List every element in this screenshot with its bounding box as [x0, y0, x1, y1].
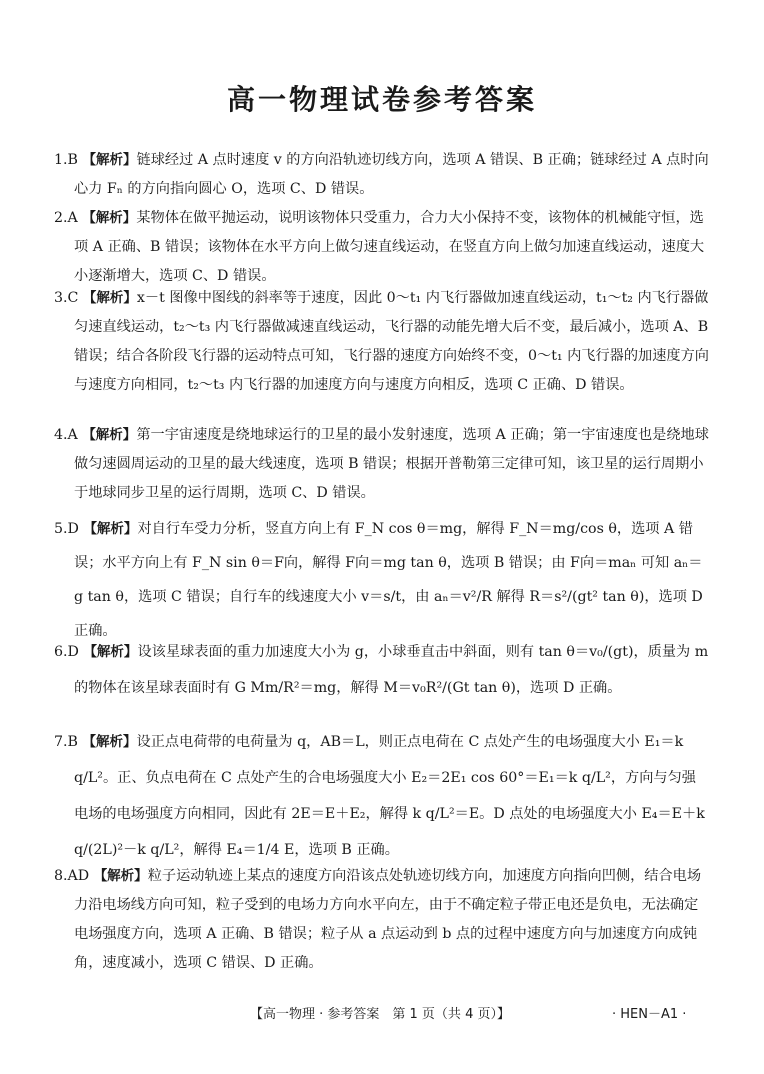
- item-answer: B: [67, 734, 78, 750]
- analysis-tag: 【解析】: [83, 521, 138, 537]
- item-answer: B: [67, 152, 78, 168]
- item-answer: A: [67, 427, 78, 443]
- analysis-tag: 【解析】: [82, 152, 137, 168]
- page-title: 高一物理试卷参考答案: [226, 83, 537, 116]
- footer-page-info: 【高一物理 · 参考答案 第 1 页（共 4 页）】: [250, 1007, 510, 1022]
- analysis-tag: 【解析】: [82, 210, 137, 226]
- item-number: 3.: [54, 290, 68, 306]
- item-explanation: 对自行车受力分析，竖直方向上有 F_N cos θ＝mg，解得 F_N＝mg/cos θ，选项 A 错误；水平方向上有 F_N sin θ＝F向，解得 F向＝mg tan θ，选项 B 错误；由 F向＝maₙ 可知 aₙ＝g tan θ，选项 C 错误；自行车的线速度大小 v＝s/t，由 aₙ＝v²/R 解得 R＝s²/(gt² tan θ)，选项 D 正确。: [74, 521, 703, 639]
- item-explanation: 粒子运动轨迹上某点的速度方向沿该点处轨迹切线方向，加速度方向指向凹侧，结合电场力沿电场线方向可知，粒子受到的电场力方向水平向左，由于不确定粒子带正电还是负电，无法确定电场强度方向，选项 A 正确、B 错误；粒子从 a 点运动到 b 点的过程中速度方向与加速度方向成钝角，速度减小，选项 C 错误、D 正确。: [74, 868, 702, 971]
- item-number: 5.: [54, 521, 68, 537]
- analysis-tag: 【解析】: [82, 427, 137, 443]
- item-answer: A: [67, 210, 78, 226]
- answer-item-2: [54, 204, 710, 291]
- item-explanation: x－t 图像中图线的斜率等于速度，因此 0～t₁ 内飞行器做加速直线运动，t₁～t₂ 内飞行器做匀速直线运动，t₂～t₃ 内飞行器做减速直线运动，飞行器的动能先增大后不变，最后减小，选项 A、B 错误；结合各阶段飞行器的运动特点可知，飞行器的速度方向始终不变，0～t₁ 内飞行器的加速度方向与速度方向相同，t₂～t₃ 内飞行器的加速度方向与速度方向相反，选项 C 正确、D 错误。: [74, 290, 709, 393]
- answer-item-4: [54, 421, 710, 508]
- item-number: 7.: [54, 734, 68, 750]
- item-number: 6.: [54, 644, 68, 660]
- answer-item-5: [54, 512, 710, 648]
- item-number: 8.: [54, 868, 68, 884]
- item-answer: AD: [67, 868, 90, 884]
- item-number: 4.: [54, 427, 68, 443]
- item-answer: D: [67, 521, 79, 537]
- item-explanation: 设正点电荷带的电荷量为 q，AB＝L，则正点电荷在 C 点处产生的电场强度大小 E₁＝k q/L²。正、负点电荷在 C 点处产生的合电场强度大小 E₂＝2E₁ cos 60°＝E₁＝k q/L²，方向与匀强电场的电场强度方向相同，因此有 2E＝E＋E₂，解得 k q/L²＝E。D 点处的电场强度大小 E₄＝E＋k q/(2L)²－k q/L²，解得 E₄＝1/4 E，选项 B 正确。: [74, 734, 705, 858]
- answer-item-8: [54, 862, 710, 978]
- footer-code: · HEN－A1 ·: [612, 1007, 687, 1022]
- item-explanation: 链球经过 A 点时速度 v 的方向沿轨迹切线方向，选项 A 错误、B 正确；链球经过 A 点时向心力 Fₙ 的方向指向圆心 O，选项 C、D 错误。: [74, 152, 709, 197]
- item-answer: D: [67, 644, 79, 660]
- item-explanation: 第一宇宙速度是绕地球运行的卫星的最小发射速度，选项 A 正确；第一宇宙速度也是绕地球做匀速圆周运动的卫星的最大线速度，选项 B 错误；根据开普勒第三定律可知，该卫星的运行周期小于地球同步卫星的运行周期，选项 C、D 错误。: [74, 427, 709, 501]
- analysis-tag: 【解析】: [82, 290, 137, 306]
- item-explanation: 设该星球表面的重力加速度大小为 g，小球垂直击中斜面，则有 tan θ＝v₀/(gt)，质量为 m 的物体在该星球表面时有 G Mm/R²＝mg，解得 M＝v₀R²/(Gt tan θ)，选项 D 正确。: [74, 644, 709, 696]
- item-number: 1.: [54, 152, 68, 168]
- answer-item-6: [54, 634, 710, 706]
- item-explanation: 某物体在做平抛运动，说明该物体只受重力，合力大小保持不变，该物体的机械能守恒，选项 A 正确、B 错误；该物体在水平方向上做匀速直线运动，在竖直方向上做匀加速直线运动，速度大小逐渐增大，选项 C、D 错误。: [74, 210, 705, 284]
- item-answer: C: [67, 290, 79, 306]
- answer-item-3: [54, 284, 710, 400]
- answer-item-1: [54, 146, 710, 204]
- analysis-tag: 【解析】: [93, 868, 148, 884]
- analysis-tag: 【解析】: [82, 734, 137, 750]
- analysis-tag: 【解析】: [83, 644, 138, 660]
- answer-item-7: [54, 724, 710, 868]
- item-number: 2.: [54, 210, 68, 226]
